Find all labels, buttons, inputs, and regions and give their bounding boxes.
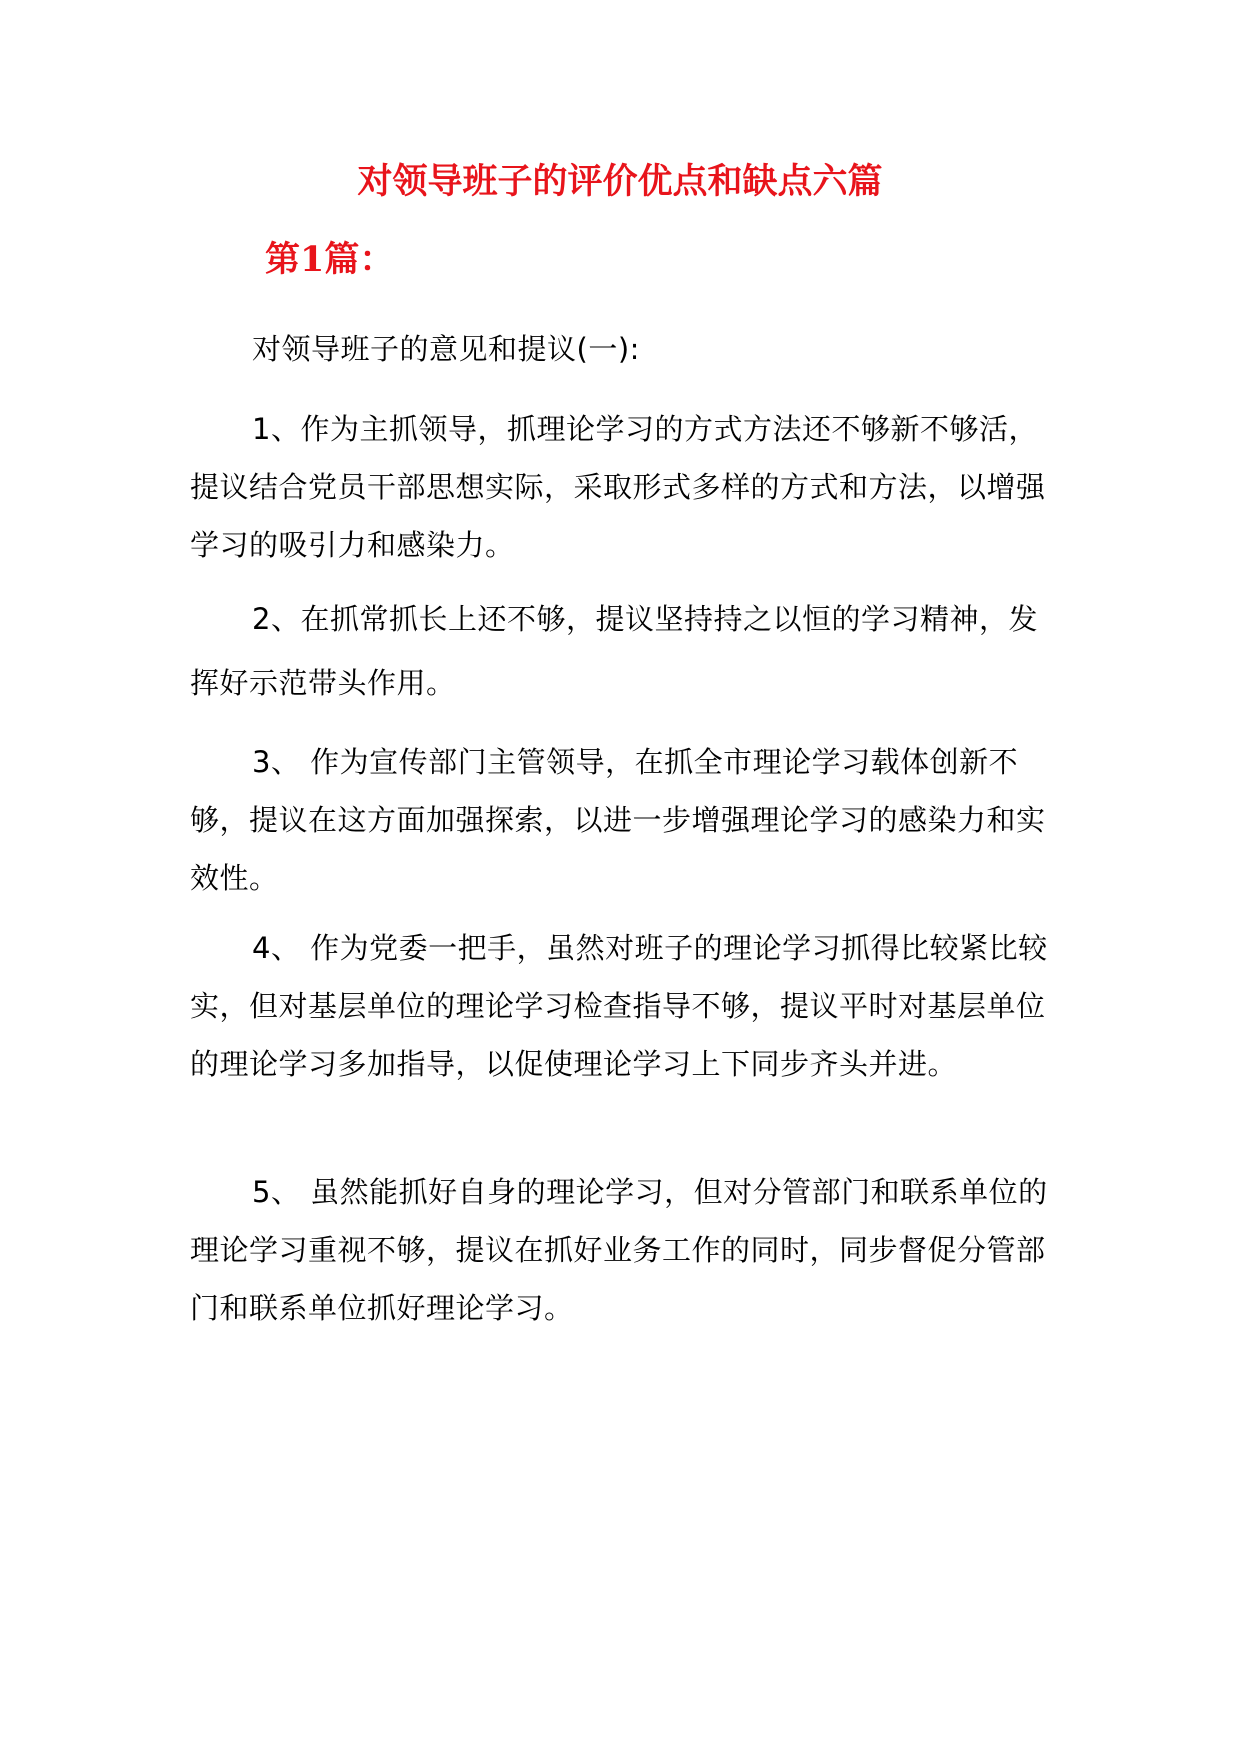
paragraph-1: 1、作为主抓领导，抓理论学习的方式方法还不够新不够活，提议结合党员干部思想实际，采取形式多样的方式和方法，以增强学习的吸引力和感染力。 <box>190 412 1046 562</box>
document-title: 对领导班子的评价优点和缺点六篇 <box>357 161 883 202</box>
paragraph-3: 3、 作为宣传部门主管领导，在抓全市理论学习载体创新不够，提议在这方面加强探索，以进一步增强理论学习的感染力和实效性。 <box>190 745 1046 895</box>
paragraph-2: 2、在抓常抓长上还不够，提议坚持持之以恒的学习精神，发挥好示范带头作用。 <box>190 602 1038 700</box>
paragraph-4: 4、 作为党委一把手，虽然对班子的理论学习抓得比较紧比较实，但对基层单位的理论学习检查指导不够，提议平时对基层单位的理论学习多加指导，以促使理论学习上下同步齐头并进。 <box>190 931 1048 1081</box>
intro-line: 对领导班子的意见和提议(一): <box>252 332 640 366</box>
section-heading: 第1篇： <box>265 239 395 280</box>
paragraph-5: 5、 虽然能抓好自身的理论学习，但对分管部门和联系单位的理论学习重视不够，提议在抓好业务工作的同时，同步督促分管部门和联系单位抓好理论学习。 <box>190 1175 1048 1325</box>
